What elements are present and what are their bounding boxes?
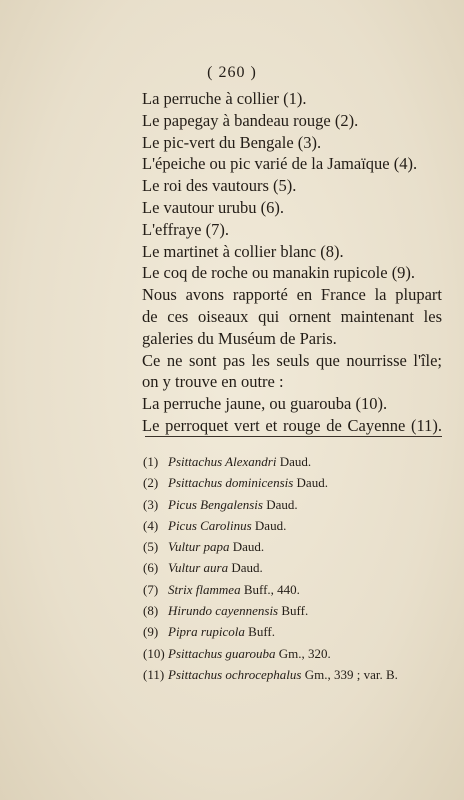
footnote-reference: Daud.: [228, 560, 263, 576]
body-line: de ces oiseaux qui ornent maintenant les: [142, 306, 442, 326]
footnote-reference: Daud.: [251, 517, 287, 533]
footnote-species: Picus Bengalensis: [168, 496, 263, 512]
footnote-number: (1): [143, 454, 159, 469]
footnote-number: (2): [143, 475, 159, 491]
footnote-species: Pipra rupicola: [168, 624, 245, 640]
footnote: [143, 579, 448, 600]
main-text: [142, 88, 442, 437]
footnote-number: (8): [143, 603, 159, 619]
body-line: Le perroquet vert et rouge de Cayenne (11).: [142, 415, 442, 435]
footnote: [143, 600, 448, 621]
footnote-reference: Gm., 320.: [275, 645, 331, 661]
footnote-reference: Gm., 339 ; var. B.: [301, 666, 398, 682]
footnote-reference: Daud.: [276, 454, 312, 469]
footnote-reference: Daud.: [293, 475, 328, 491]
body-line: galeries du Muséum de Paris.: [142, 328, 337, 348]
footnote-reference: Buff.: [278, 603, 309, 619]
footnote-number: (3): [143, 496, 159, 512]
footnote-number: (10): [143, 645, 165, 661]
footnote-species: Vultur papa: [168, 539, 230, 555]
body-line: Le vautour urubu (6).: [142, 197, 285, 217]
footnote-species: Psittachus guarouba: [168, 645, 276, 661]
footnote-species: Psittachus ochrocephalus: [168, 666, 302, 682]
body-line: Le pic-vert du Bengale (3).: [142, 132, 322, 152]
footnote: [143, 643, 448, 664]
footnote: [143, 557, 448, 578]
body-line: La perruche jaune, ou guarouba (10).: [142, 394, 388, 414]
footnotes: [143, 451, 448, 685]
footnote: [143, 451, 448, 472]
footnote: [143, 494, 448, 515]
body-line: Le martinet à collier blanc (8).: [142, 241, 344, 261]
footnote: [143, 536, 448, 557]
footnote-species: Vultur aura: [168, 560, 229, 576]
footnote-species: Psittachus dominicensis: [168, 475, 294, 491]
footnote-reference: Buff., 440.: [240, 581, 300, 597]
footnote-divider: [145, 436, 442, 437]
footnote-species: Picus Carolinus: [168, 517, 252, 533]
body-line: Le coq de roche ou manakin rupicole (9).: [142, 263, 416, 283]
page-number: ( 260 ): [207, 64, 257, 81]
footnote-species: Strix flammea: [168, 581, 241, 597]
footnote-number: (6): [143, 560, 159, 576]
body-line: La perruche à collier (1).: [142, 89, 307, 108]
footnote: [143, 621, 448, 642]
footnote: [143, 664, 448, 685]
footnote-reference: Buff.: [244, 624, 276, 640]
footnote-species: Psittachus Alexandri: [168, 454, 277, 469]
footnote: [143, 472, 448, 493]
body-line: L'épeiche ou pic varié de la Jamaïque (4).: [142, 154, 418, 174]
body-line: Ce ne sont pas les seuls que nourrisse l'île;: [142, 350, 442, 370]
body-line: on y trouve en outre :: [142, 372, 284, 392]
footnote-number: (9): [143, 624, 159, 640]
footnote-number: (5): [143, 539, 159, 555]
footnote-reference: Daud.: [229, 539, 265, 555]
body-line: Le roi des vautours (5).: [142, 176, 297, 196]
body-line: Nous avons rapporté en France la plupart: [142, 285, 442, 305]
footnote-reference: Daud.: [262, 496, 298, 512]
footnote: [143, 515, 448, 536]
body-line: L'effraye (7).: [142, 219, 229, 239]
footnote-species: Hirundo cayennensis: [168, 603, 279, 619]
footnote-number: (4): [143, 517, 159, 533]
footnote-number: (7): [143, 581, 159, 597]
footnote-number: (11): [143, 666, 165, 682]
body-line: Le papegay à bandeau rouge (2).: [142, 110, 359, 130]
